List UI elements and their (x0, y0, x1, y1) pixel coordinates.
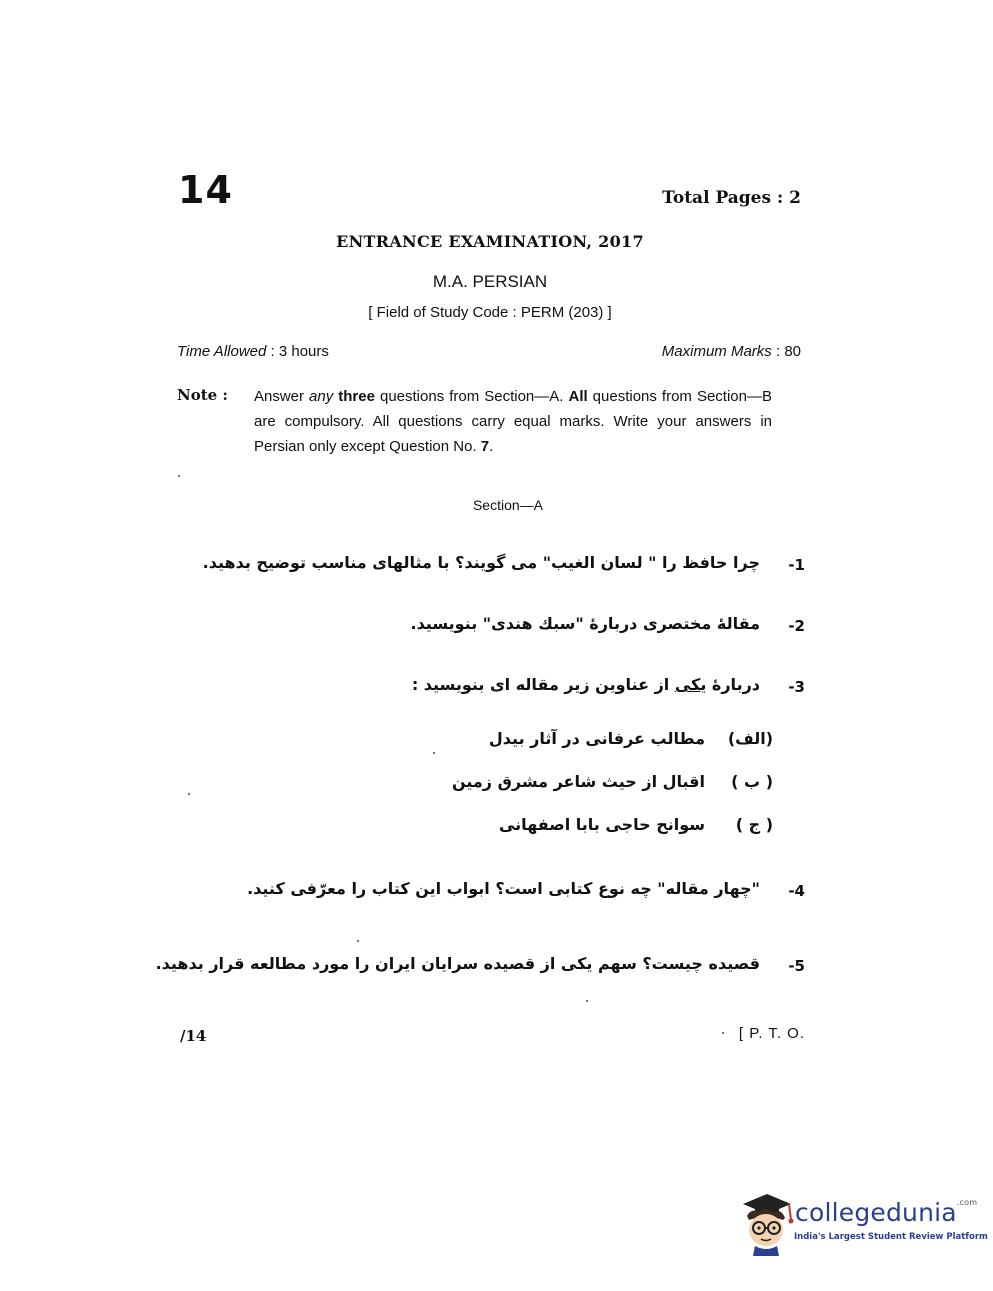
scan-speck (433, 752, 435, 754)
question-3-underlined-word: یکی (674, 675, 707, 694)
question-3-text-part: از عناوین زیر مقاله ای بنویسید : (411, 675, 675, 694)
max-marks-value: : 80 (771, 343, 801, 360)
field-of-study-code: [ Field of Study Code : PERM (203) ] (368, 304, 612, 321)
question-3-text-part: دربارهٔ (706, 675, 760, 694)
brand-text: collegedunia (795, 1198, 957, 1227)
question-1-number: -1 (788, 556, 805, 574)
time-allowed (177, 343, 329, 360)
note-end: . (489, 438, 494, 455)
scan-speck (178, 475, 180, 477)
brand-name (795, 1198, 977, 1227)
scan-speck (357, 940, 359, 942)
course-title: M.A. PERSIAN (432, 272, 548, 291)
note-part: questions from Section—B are compulsory. All questions carry equal marks. Write your answers in Persian only except Question No. (254, 388, 772, 455)
question-3-text (412, 675, 760, 694)
max-marks-label: Maximum Marks (661, 343, 772, 360)
question-4-number: -4 (788, 882, 805, 900)
time-allowed-value: : 3 hours (266, 343, 329, 360)
footer-paper-code: /14 (180, 1027, 207, 1045)
collegedunia-watermark (737, 1190, 988, 1260)
total-pages: Total Pages : 2 (662, 188, 801, 208)
option-text-alef: مطالب عرفانی در آثار بیدل (488, 729, 705, 748)
brand-com: .com (956, 1198, 978, 1207)
brand-tagline: India's Largest Student Review Platform (794, 1232, 988, 1242)
scan-speck (188, 793, 190, 795)
question-3-number: -3 (788, 678, 805, 696)
paper-number: 14 (178, 168, 233, 212)
question-2-text: مقالهٔ مختصری دربارهٔ "سبك هندی" بنویسید. (410, 614, 760, 633)
option-label-jim: ( ج ) (735, 815, 773, 834)
option-label-alef: (الف) (727, 729, 773, 748)
scan-speck (722, 1032, 724, 1034)
question-2-number: -2 (788, 617, 805, 635)
note-any: any (309, 388, 334, 405)
note-three: three (333, 388, 375, 405)
exam-title: ENTRANCE EXAMINATION, 2017 (336, 232, 644, 251)
note-question-number: 7 (480, 438, 490, 455)
note-label: Note : (177, 386, 228, 404)
note-part: questions from Section—A. (374, 388, 569, 405)
section-a-heading: Section—A (472, 497, 544, 513)
maximum-marks (662, 343, 801, 360)
question-1-text: چرا حافظ را " لسان الغیب" می گویند؟ با مثالهای مناسب توضیح بدهید. (202, 553, 760, 572)
scan-speck (586, 1000, 588, 1002)
mascot-icon (737, 1190, 795, 1256)
option-label-be: ( ب ) (731, 772, 773, 791)
footer-pto: [ P. T. O. (738, 1025, 805, 1042)
note-text (254, 384, 772, 459)
note-part: Answer (254, 388, 310, 405)
option-text-jim: سوانح حاجی بابا اصفهانی (498, 815, 705, 834)
question-5-text: قصیده چیست؟ سهم یکی از قصیده سرایان ایران را مورد مطالعه قرار بدهید. (155, 954, 760, 973)
option-text-be: اقبال از حیث شاعر مشرق زمین (451, 772, 705, 791)
question-5-number: -5 (788, 957, 805, 975)
time-allowed-label: Time Allowed (177, 343, 267, 360)
note-all: All (568, 388, 588, 405)
question-4-text: "چهار مقاله" چه نوع کتابی است؟ ابواب این کتاب را معرّفی کنید. (247, 879, 760, 898)
